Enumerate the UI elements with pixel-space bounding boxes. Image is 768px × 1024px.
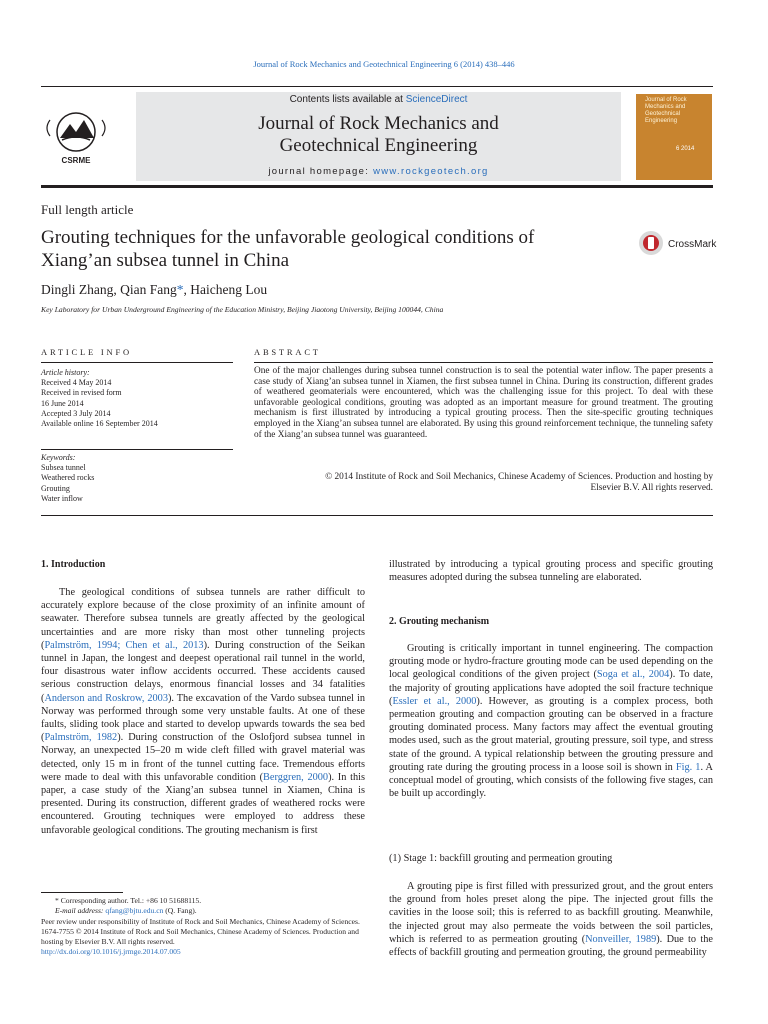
- csrme-logo: [40, 108, 112, 168]
- email-suffix: (Q. Fang).: [163, 906, 197, 916]
- history-item: Received 4 May 2014: [41, 378, 112, 388]
- abstract-heading: ABSTRACT: [254, 347, 321, 357]
- history-item: 16 June 2014: [41, 398, 84, 408]
- email-note: [41, 906, 365, 916]
- abstract-copyright: [254, 472, 713, 493]
- figure-link[interactable]: Fig. 1: [675, 761, 701, 773]
- corresponding-author-link[interactable]: *: [176, 282, 184, 297]
- journal-homepage-line: [136, 166, 621, 177]
- article-history: [41, 368, 158, 429]
- article-title: Grouting techniques for the unfavorable geological conditions of Xiang’an subsea tunnel in China: [41, 227, 535, 271]
- citation-link[interactable]: Palmström, 1982: [44, 732, 118, 744]
- doi-link[interactable]: http://dx.doi.org/10.1016/j.jrmge.2014.07.005: [41, 947, 181, 957]
- authors-rest: , Haicheng Lou: [183, 282, 268, 297]
- homepage-link[interactable]: www.rockgeotech.org: [373, 166, 489, 177]
- keywords-label: Keywords:: [41, 453, 76, 462]
- stage1-heading: (1) Stage 1: backfill grouting and permeation grouting: [389, 853, 613, 864]
- front-matter-divider: [41, 515, 713, 516]
- intro-text: ). During construction of the Seikan tunnel in Japan, the longest and deepest operational rail tunnel in the world, four disastrous water inflow accidents occurred. These accidents caused serious construction delays, enormous financial losses and 34 fatalities (: [41, 639, 365, 704]
- history-label: Article history:: [41, 368, 90, 377]
- stage1-paragraph: [389, 880, 713, 959]
- intro-text: ). The excavation of the Vardo subsea tunnel in Norway was performed through some very unstable faults. At one of these faults, sliding took place and started to develop upwards towards the sea bed (: [41, 692, 365, 744]
- citation-link[interactable]: Nonveiller, 1989: [585, 933, 657, 945]
- grouting-text: ). However, as grouting is a complex process, both permeation grouting and compaction grouting can be observed in a fracture grouting dominated process. Many factors may affect the eventual grouting modes used, such as the grout material, grouting pressure, soil type, and stress state of the ground. A typical relationship between the grouting pressure and grouting rate during the grouting process in a loose soil is shown in: [389, 695, 713, 773]
- footnote-divider: [41, 892, 123, 893]
- crossmark-badge[interactable]: [638, 229, 728, 257]
- affiliation: Key Laboratory for Urban Underground Engineering of the Education Ministry, Beijing Jiaotong University, Beijing 100044, China: [41, 305, 444, 314]
- header-divider: [41, 86, 713, 87]
- history-item: Accepted 3 July 2014: [41, 408, 111, 418]
- journal-title-line2: Geotechnical Engineering: [279, 135, 478, 156]
- keyword-item: Weathered rocks: [41, 473, 95, 483]
- keywords: [41, 453, 94, 504]
- grouting-text: ). To date, the majority of grouting applications have adopted the soil fracture technique (: [389, 669, 714, 707]
- journal-cover-thumbnail[interactable]: [636, 94, 712, 180]
- citation-link[interactable]: Palmström, 1994; Chen et al., 2013: [44, 639, 204, 651]
- article-info-heading: ARTICLE INFO: [41, 347, 132, 357]
- cover-title: Journal of Rock Mechanics and Geotechnical Engineering: [645, 97, 687, 124]
- footnotes: [41, 896, 365, 958]
- issn-note: 1674-7755 © 2014 Institute of Rock and Soil Mechanics, Chinese Academy of Sciences. Production and hosting by Elsevier B.V. All rights reserved.: [41, 926, 359, 947]
- citation-link[interactable]: Berggren, 2000: [263, 771, 329, 783]
- abstract-divider: [254, 362, 713, 363]
- contents-prefix: Contents lists available at: [289, 94, 406, 105]
- stage1-text: A grouting pipe is first filled with pressurized grout, and the grout enters the ground from holes preset along the pipe. The injected grout fills the cavities in the loose soil; this is referred to as backfill grouting. Meanwhile, the injected grout may also permeate the voids between the soil particles, which is referred to as permeation grouting (: [389, 881, 713, 945]
- copyright-line1: © 2014 Institute of Rock and Soil Mechanics, Chinese Academy of Sciences. Production and hosting by: [325, 472, 713, 482]
- stage1-text: ). Due to the effects of backfill grouting and permeation grouting, the ground permeability: [389, 933, 713, 959]
- crossmark-label: CrossMark: [668, 239, 717, 250]
- grouting-mechanism-heading: 2. Grouting mechanism: [389, 616, 490, 627]
- logo-text: CSRME: [61, 156, 91, 165]
- peer-review-note: Peer review under responsibility of Institute of Rock and Soil Mechanics, Chinese Academy of Sciences.: [41, 916, 360, 926]
- journal-title-line1: Journal of Rock Mechanics and: [258, 113, 499, 134]
- grouting-text: Grouting is critically important in tunnel engineering. The compaction grouting mode or hydro-fracture grouting mode can be used depending on the local geological conditions of the given project (: [389, 643, 713, 681]
- abstract-text: One of the major challenges during subsea tunnel construction is to seal the potential water inflow. The paper presents a case study of Xiang’an subsea tunnel in Xiamen, the first subsea tunnel in China. During its construction, different grades of weathered geomaterials were encountered, which was the challenging issue for this project. To deal with these unfavorable geological conditions, grouting was adopted as an important measure for ground treatment. The grouting mechanism is first illustrated by introducing a typical grouting process. Then the site-specific grouting techniques employed in the Xiang’an subsea tunnel are elaborated. By using this ground reinforcement technique, the tunneling safety of the Xiang’an subsea tunnel was guaranteed.: [254, 366, 713, 440]
- sciencedirect-link[interactable]: ScienceDirect: [405, 94, 468, 105]
- copyright-line2: Elsevier B.V. All rights reserved.: [590, 482, 713, 493]
- keyword-item: Water inflow: [41, 493, 83, 503]
- keywords-divider: [41, 449, 233, 450]
- email-link[interactable]: qfang@bjtu.edu.cn: [105, 906, 164, 916]
- grouting-text: . A conceptual model of grouting, which consists of the following five stages, can be built up accordingly.: [389, 761, 713, 800]
- journal-title: [136, 113, 621, 157]
- grouting-paragraph: [389, 642, 713, 800]
- introduction-paragraph: [41, 586, 365, 837]
- contents-available-line: [136, 94, 621, 105]
- homepage-prefix: journal homepage:: [268, 166, 374, 177]
- introduction-continuation: illustrated by introducing a typical grouting process and specific grouting measures adopted during the subsea tunneling are elaborated.: [389, 559, 713, 584]
- email-label: E-mail address:: [55, 906, 106, 916]
- citation-link[interactable]: Soga et al., 2004: [596, 669, 670, 681]
- corresponding-author-note: * Corresponding author. Tel.: +86 10 51688115.: [55, 896, 202, 905]
- header-thick-divider: [41, 185, 713, 188]
- introduction-heading: 1. Introduction: [41, 559, 106, 570]
- cover-number: 6 2014: [676, 146, 695, 152]
- intro-text: ). In this paper, a case study of the Xiang’an subsea tunnel in Xiamen, China is presented. During its construction, different grades of weathered rocks were encountered. Grouting techniques were employed to address these unfavorable geological conditions. The grouting mechanism is first: [41, 771, 365, 836]
- history-item: Received in revised form: [41, 388, 122, 398]
- history-item: Available online 16 September 2014: [41, 419, 158, 429]
- authors-main: Dingli Zhang, Qian Fang: [41, 282, 177, 297]
- article-info-divider: [41, 362, 233, 363]
- intro-text: ). During construction of the Oslofjord subsea tunnel in Norway, an unexpected 15–20 m wide cleft filled with gravel material was detected, only 15 m in front of the tunnel cutting face. Tremendous efforts were made to deal with this unfavorable condition (: [41, 732, 365, 783]
- article-type: Full length article: [41, 202, 134, 217]
- authors: [41, 282, 267, 298]
- citation-link[interactable]: Anderson and Roskrow, 2003: [44, 692, 168, 704]
- keyword-item: Subsea tunnel: [41, 463, 86, 473]
- journal-citation[interactable]: Journal of Rock Mechanics and Geotechnical Engineering 6 (2014) 438–446: [253, 59, 515, 69]
- keyword-item: Grouting: [41, 483, 70, 493]
- intro-text: The geological conditions of subsea tunnels are rather difficult to accurately explore because of the close proximity of an infinite amount of seawater. Therefore subsea tunnels are greatly affected by the geological uncertainties and are more risky than most other tunneling projects (: [41, 587, 365, 651]
- citation-link[interactable]: Essler et al., 2000: [392, 695, 477, 707]
